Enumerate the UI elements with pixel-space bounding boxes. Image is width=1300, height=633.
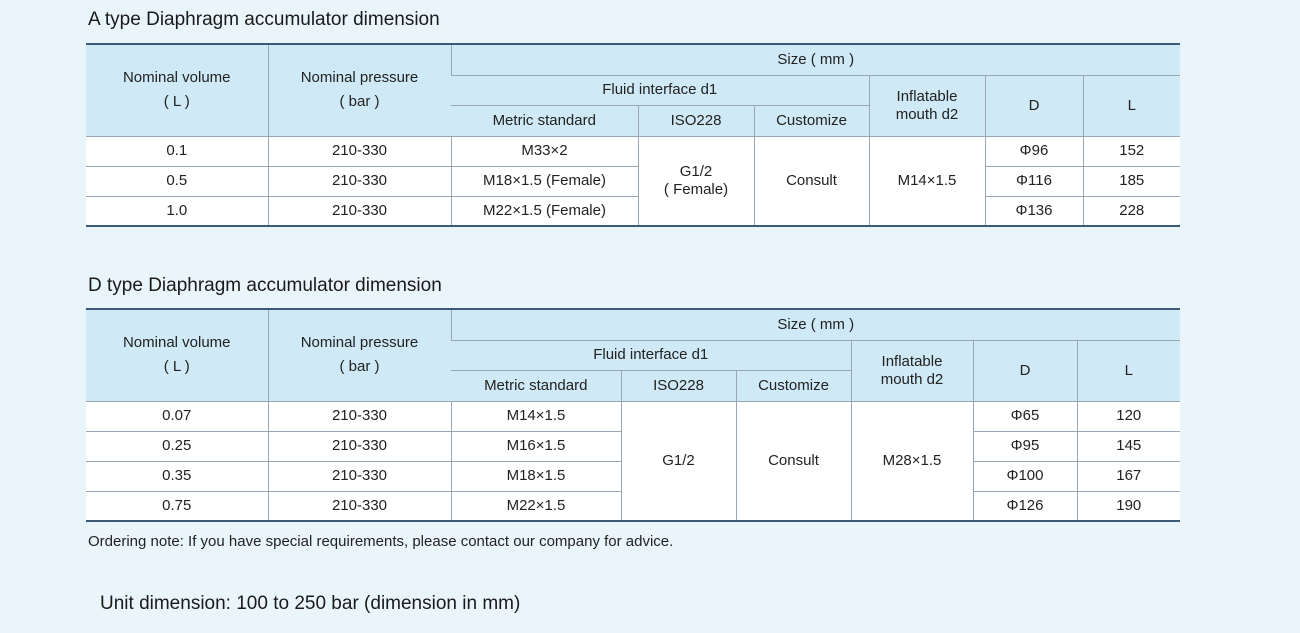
cell-volume: 0.1	[86, 136, 268, 166]
cell-d: Φ126	[973, 491, 1077, 521]
table-row	[86, 401, 1180, 431]
header-nominal-volume: Nominal volume ( L )	[86, 44, 268, 136]
cell-d: Φ100	[973, 461, 1077, 491]
header-nominal-volume: Nominal volume ( L )	[86, 309, 268, 401]
header-customize: Customize	[736, 370, 851, 401]
cell-volume: 0.35	[86, 461, 268, 491]
cell-l: 152	[1083, 136, 1180, 166]
header-inflatable: Inflatable mouth d2	[851, 340, 973, 401]
cell-metric: M16×1.5	[451, 431, 621, 461]
cell-pressure: 210-330	[268, 401, 451, 431]
header-customize: Customize	[754, 105, 869, 136]
cell-l: 167	[1077, 461, 1180, 491]
cell-iso-merged: G1/2	[621, 401, 736, 521]
cell-l: 145	[1077, 431, 1180, 461]
cell-d: Φ95	[973, 431, 1077, 461]
cell-d: Φ65	[973, 401, 1077, 431]
cell-customize-merged: Consult	[736, 401, 851, 521]
cell-l: 185	[1083, 166, 1180, 196]
cell-metric: M22×1.5 (Female)	[451, 196, 638, 226]
cell-pressure: 210-330	[268, 136, 451, 166]
cell-inflatable-merged: M14×1.5	[869, 136, 985, 226]
table-row	[86, 196, 1180, 226]
cell-pressure: 210-330	[268, 461, 451, 491]
cell-customize-merged: Consult	[754, 136, 869, 226]
cell-d: Φ96	[985, 136, 1083, 166]
header-metric: Metric standard	[451, 370, 621, 401]
cell-pressure: 210-330	[268, 166, 451, 196]
cell-l: 228	[1083, 196, 1180, 226]
cell-volume: 0.5	[86, 166, 268, 196]
header-nominal-pressure: Nominal pressure ( bar )	[268, 309, 451, 401]
cell-d: Φ116	[985, 166, 1083, 196]
cell-metric: M22×1.5	[451, 491, 621, 521]
cell-metric: M33×2	[451, 136, 638, 166]
cell-volume: 0.75	[86, 491, 268, 521]
header-size: Size ( mm )	[451, 309, 1180, 340]
table-row	[86, 166, 1180, 196]
header-iso: ISO228	[621, 370, 736, 401]
cell-inflatable-merged: M28×1.5	[851, 401, 973, 521]
header-l: L	[1077, 340, 1180, 401]
table-d	[86, 308, 1180, 522]
header-fluid-interface: Fluid interface d1	[451, 75, 869, 105]
cell-volume: 0.25	[86, 431, 268, 461]
unit-dimension-heading: Unit dimension: 100 to 250 bar (dimension in mm)	[100, 593, 521, 614]
cell-metric: M18×1.5	[451, 461, 621, 491]
table-a-title: A type Diaphragm accumulator dimension	[88, 9, 440, 30]
header-d: D	[985, 75, 1083, 136]
cell-volume: 0.07	[86, 401, 268, 431]
cell-d: Φ136	[985, 196, 1083, 226]
cell-pressure: 210-330	[268, 431, 451, 461]
cell-iso-merged: G1/2 ( Female)	[638, 136, 754, 226]
header-size: Size ( mm )	[451, 44, 1180, 75]
header-l: L	[1083, 75, 1180, 136]
header-metric: Metric standard	[451, 105, 638, 136]
cell-pressure: 210-330	[268, 491, 451, 521]
table-a	[86, 43, 1180, 227]
cell-metric: M18×1.5 (Female)	[451, 166, 638, 196]
cell-pressure: 210-330	[268, 196, 451, 226]
header-fluid-interface: Fluid interface d1	[451, 340, 851, 370]
header-d: D	[973, 340, 1077, 401]
ordering-note: Ordering note: If you have special requirements, please contact our company for advice.	[88, 533, 674, 550]
header-inflatable: Inflatable mouth d2	[869, 75, 985, 136]
cell-metric: M14×1.5	[451, 401, 621, 431]
header-iso: ISO228	[638, 105, 754, 136]
table-row	[86, 136, 1180, 166]
cell-l: 120	[1077, 401, 1180, 431]
cell-volume: 1.0	[86, 196, 268, 226]
table-d-title: D type Diaphragm accumulator dimension	[88, 275, 442, 296]
cell-l: 190	[1077, 491, 1180, 521]
header-nominal-pressure: Nominal pressure ( bar )	[268, 44, 451, 136]
